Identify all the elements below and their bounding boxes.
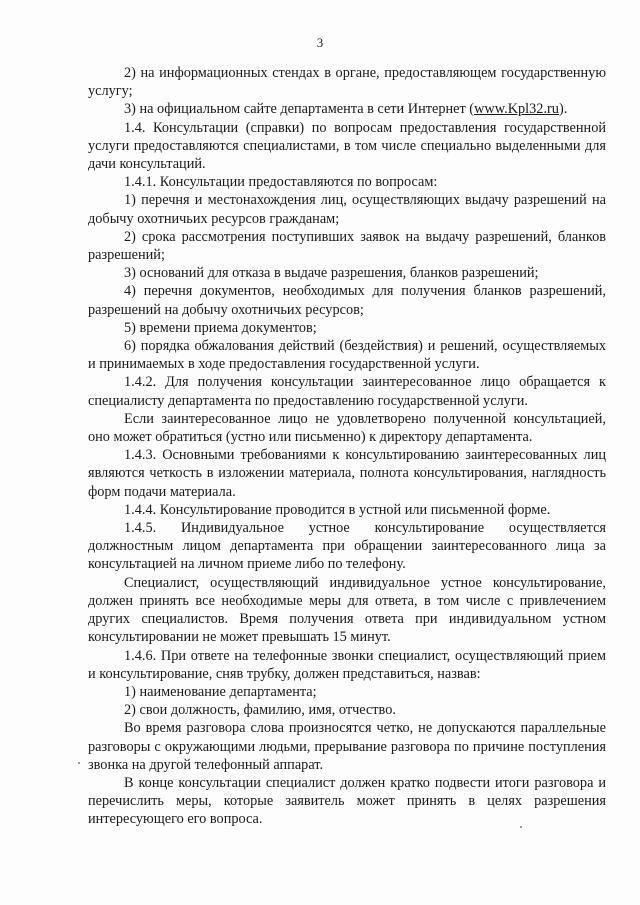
paragraph: 1) наименование департамента; bbox=[124, 683, 317, 700]
paragraph: В конце консультации специалист должен кратко подвести итоги разговора и перечислить меры, которые заявитель может принять в целях разрешения интересующего его вопроса. bbox=[88, 774, 606, 828]
paragraph: 4) перечня документов, необходимых для получения бланков разрешений, разрешений на добычу охотничьих ресурсов; bbox=[88, 283, 606, 318]
paragraph: 5) времени приема документов; bbox=[124, 319, 317, 336]
paragraph-website bbox=[88, 100, 606, 118]
paragraph: 1.4.6. При ответе на телефонные звонки специалист, осуществляющий прием и консультирование, сняв трубку, должен представиться, назвав: bbox=[88, 647, 606, 682]
paragraph: 6) порядка обжалования действий (бездействия) и решений, осуществляемых и принимаемых в ходе предоставления государственной услуги. bbox=[88, 338, 606, 373]
paragraph: Во время разговора слова произносятся четко, не допускаются параллельные разговоры с окружающими людьми, прерывание разговора по причине поступления звонка на другой телефонный аппарат. bbox=[88, 720, 606, 773]
paragraph: 1.4. Консультации (справки) по вопросам предоставления государственной услуги предоставляются специалистами, в том числе специально выделенными для дачи консультаций. bbox=[88, 119, 606, 173]
page-number: 3 bbox=[316, 35, 324, 50]
scan-speck bbox=[78, 762, 80, 764]
paragraph-text: 3) на официальном сайте департамента в сети Интернет ( bbox=[124, 101, 475, 118]
paragraph: 2) на информационных стендах в органе, предоставляющем государственную услугу; bbox=[88, 65, 606, 100]
paragraph-text: ). bbox=[558, 101, 568, 118]
scan-speck bbox=[520, 826, 522, 828]
paragraph: 1.4.4. Консультирование проводится в устной или письменной форме. bbox=[124, 501, 551, 518]
paragraph: 1.4.1. Консультации предоставляются по вопросам: bbox=[124, 174, 438, 191]
website-link[interactable]: www.Kpl32.ru bbox=[474, 101, 559, 118]
paragraph: 1.4.3. Основными требованиями к консультированию заинтересованных лиц являются четкость в изложении материала, полнота консультирования, наглядность форм подачи материала. bbox=[88, 447, 606, 500]
paragraph: 1.4.2. Для получения консультации заинтересованное лицо обращается к специалисту департамента по предоставлению государственной услуги. bbox=[88, 374, 606, 409]
paragraph: Если заинтересованное лицо не удовлетворено полученной консультацией, оно может обратиться (устно или письменно) к директору департамента. bbox=[88, 410, 606, 446]
paragraph: Специалист, осуществляющий индивидуальное устное консультирование, должен принять все необходимые меры для ответа, в том числе с привлечением других специалистов. Время получения ответа при индивидуальном устном консультировании не может превышать 15 минут. bbox=[88, 574, 606, 646]
paragraph: 1) перечня и местонахождения лиц, осуществляющих выдачу разрешений на добычу охотничьих ресурсов гражданам; bbox=[88, 192, 606, 227]
paragraph: 2) свои должность, фамилию, имя, отчество. bbox=[124, 702, 396, 719]
paragraph: 2) срока рассмотрения поступивших заявок на выдачу разрешений, бланков разрешений; bbox=[88, 228, 606, 264]
document-body bbox=[88, 64, 606, 829]
paragraph: 1.4.5. Индивидуальное устное консультирование осуществляется должностным лицом департамента при обращении заинтересованного лица за консультацией на личном приеме либо по телефону. bbox=[88, 520, 606, 573]
paragraph: 3) оснований для отказа в выдаче разрешения, бланков разрешений; bbox=[124, 265, 539, 282]
